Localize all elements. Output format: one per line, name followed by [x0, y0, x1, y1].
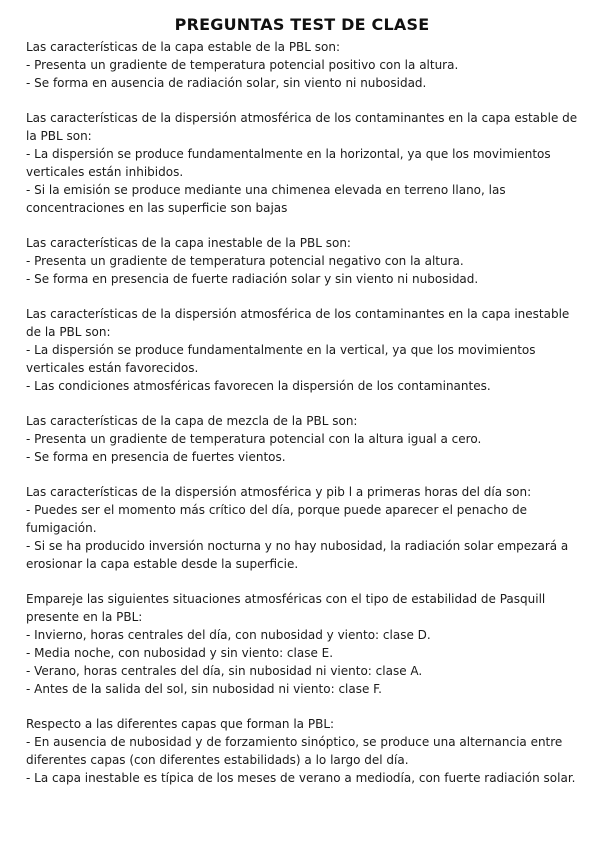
section-heading: Las características de la dispersión atmosférica de los contaminantes en la capa inestable de la PBL son:	[26, 307, 570, 339]
bullet-line: - Presenta un gradiente de temperatura potencial positivo con la altura.	[26, 58, 459, 72]
bullet-line: - En ausencia de nubosidad y de forzamiento sinóptico, se produce una alternancia entre diferentes capas (con diferentes estabilidads) a lo largo del día.	[26, 735, 563, 767]
bullet-line: - La dispersión se produce fundamentalmente en la horizontal, ya que los movimientos verticales están inhibidos.	[26, 147, 551, 179]
bullet-line: - Presenta un gradiente de temperatura potencial con la altura igual a cero.	[26, 432, 482, 446]
section-capa-inestable	[26, 234, 578, 288]
section-heading: Las características de la capa inestable de la PBL son:	[26, 236, 351, 250]
bullet-line: - Presenta un gradiente de temperatura potencial negativo con la altura.	[26, 254, 464, 268]
section-capa-estable	[26, 38, 578, 92]
bullet-line: - Invierno, horas centrales del día, con nubosidad y viento: clase D.	[26, 628, 431, 642]
bullet-line: - La dispersión se produce fundamentalmente en la vertical, ya que los movimientos verticales están favorecidos.	[26, 343, 536, 375]
section-primeras-horas	[26, 483, 578, 573]
bullet-line: - Antes de la salida del sol, sin nubosidad ni viento: clase F.	[26, 682, 382, 696]
section-heading: Empareje las siguientes situaciones atmosféricas con el tipo de estabilidad de Pasquill presente en la PBL:	[26, 592, 546, 624]
section-heading: Las características de la capa de mezcla de la PBL son:	[26, 414, 358, 428]
bullet-line: - Si se ha producido inversión nocturna y no hay nubosidad, la radiación solar empezará a erosionar la capa estable desde la superficie.	[26, 539, 569, 571]
bullet-line: - Si la emisión se produce mediante una chimenea elevada en terreno llano, las concentraciones en las superficie son bajas	[26, 183, 506, 215]
bullet-line: - Se forma en ausencia de radiación solar, sin viento ni nubosidad.	[26, 76, 427, 90]
page-title: PREGUNTAS TEST DE CLASE	[174, 15, 430, 34]
bullet-line: - Se forma en presencia de fuerte radiación solar y sin viento ni nubosidad.	[26, 272, 479, 286]
section-heading: Las características de la dispersión atmosférica y pib l a primeras horas del día son:	[26, 485, 532, 499]
section-dispersion-estable	[26, 109, 578, 217]
section-heading: Las características de la capa estable de la PBL son:	[26, 40, 341, 54]
section-pasquill	[26, 590, 578, 698]
bullet-line: - Las condiciones atmosféricas favorecen la dispersión de los contaminantes.	[26, 379, 491, 393]
section-capa-mezcla	[26, 412, 578, 466]
section-heading: Respecto a las diferentes capas que forman la PBL:	[26, 717, 335, 731]
bullet-line: - La capa inestable es típica de los meses de verano a mediodía, con fuerte radiación solar.	[26, 771, 576, 785]
section-dispersion-inestable	[26, 305, 578, 395]
bullet-line: - Verano, horas centrales del día, sin nubosidad ni viento: clase A.	[26, 664, 423, 678]
bullet-line: - Media noche, con nubosidad y sin viento: clase E.	[26, 646, 334, 660]
section-capas-pbl	[26, 715, 578, 787]
section-heading: Las características de la dispersión atmosférica de los contaminantes en la capa estable de la PBL son:	[26, 111, 578, 143]
bullet-line: - Puedes ser el momento más crítico del día, porque puede aparecer el penacho de fumigación.	[26, 503, 528, 535]
bullet-line: - Se forma en presencia de fuertes vientos.	[26, 450, 286, 464]
